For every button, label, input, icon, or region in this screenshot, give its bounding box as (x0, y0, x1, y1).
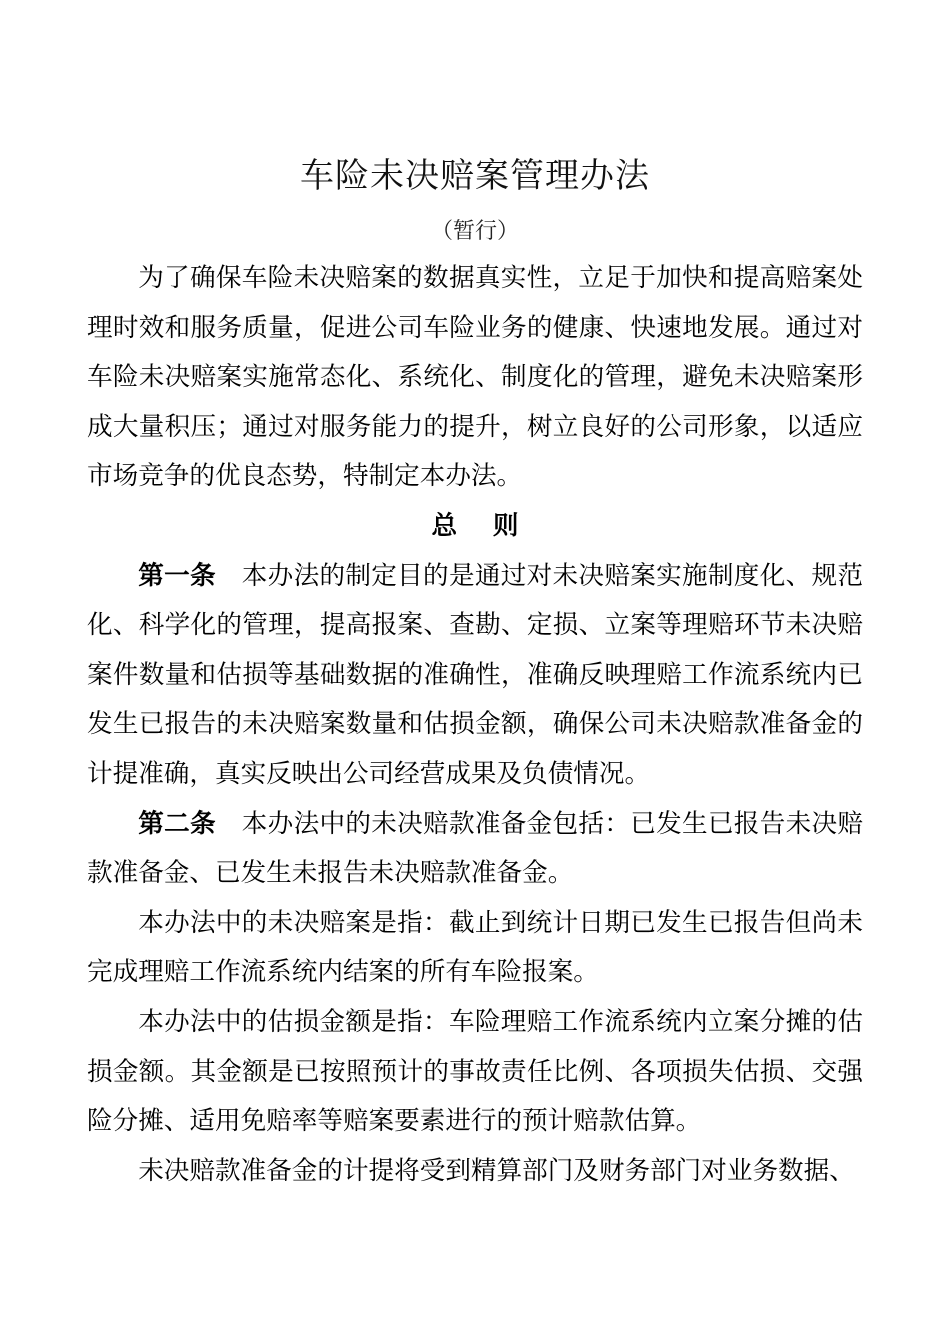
article-1 (87, 552, 863, 800)
section-heading (87, 502, 863, 552)
reserve-paragraph: 未决赔款准备金的计提将受到精算部门及财务部门对业务数据、 (138, 1155, 855, 1186)
document-title: 车险未决赔案管理办法 (300, 156, 650, 196)
section-heading-right: 则 (492, 510, 519, 541)
article-1-text: 本办法的制定目的是通过对未决赔案实施制度化、规范化、科学化的管理，提高报案、查勘、定损、立案等理赔环节未决赔案件数量和估损等基础数据的准确性，准确反映理赔工作流系统内已发生已报告的未决赔案数量和估损金额，确保公司未决赔款准备金的计提准确，真实反映出公司经营成果及负债情况。 (87, 560, 863, 789)
definition-paragraph-pending-claims: 本办法中的未决赔案是指：截止到统计日期已发生已报告但尚未完成理赔工作流系统内结案的所有车险报案。 (87, 907, 863, 988)
definition-paragraph-estimated-loss: 本办法中的估损金额是指：车险理赔工作流系统内立案分摊的估损金额。其金额是已按照预计的事故责任比例、各项损失估损、交强险分摊、适用免赔率等赔案要素进行的预计赔款估算。 (87, 1006, 863, 1137)
intro-paragraph: 为了确保车险未决赔案的数据真实性，立足于加快和提高赔案处理时效和服务质量，促进公司车险业务的健康、快速地发展。通过对车险未决赔案实施常态化、系统化、制度化的管理，避免未决赔案形成大量积压；通过对服务能力的提升，树立良好的公司形象，以适应市场竞争的优良态势，特制定本办法。 (87, 263, 863, 492)
document-subtitle: （暂行） (430, 219, 519, 244)
article-1-number: 第一条 (138, 560, 216, 591)
article-2 (87, 800, 863, 899)
article-2-number: 第二条 (138, 808, 216, 839)
section-heading-left: 总 (431, 510, 458, 541)
document-body (87, 254, 863, 1196)
article-2-text: 本办法中的未决赔款准备金包括：已发生已报告未决赔款准备金、已发生未报告未决赔款准备金。 (87, 808, 863, 889)
